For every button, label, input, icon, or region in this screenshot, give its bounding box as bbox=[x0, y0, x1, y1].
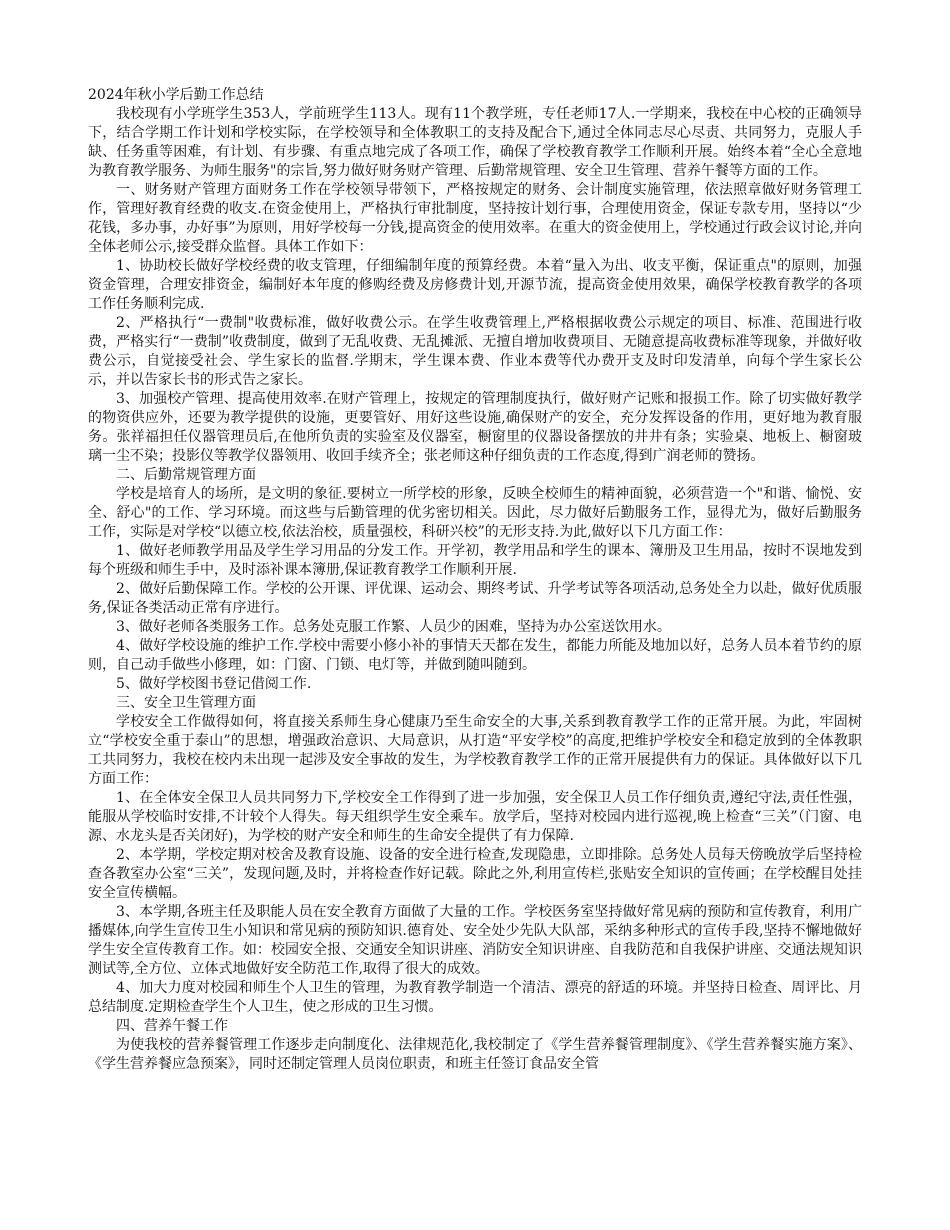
body-paragraph: 1、做好老师教学用品及学生学习用品的分发工作。开学初，教学用品和学生的课本、簿册及卫生用品，按时不误地发到每个班级和师生手中，及时添补课本簿册,保证教育教学工作顺利开展. bbox=[88, 543, 862, 578]
body-paragraph: 5、做好学校图书登记借阅工作. bbox=[116, 676, 312, 692]
document-title: 2024年秋小学后勤工作总结 bbox=[88, 87, 264, 103]
body-paragraph: 3、做好老师各类服务工作。总务处克服工作繁、人员少的困难，坚持为办公室送饮用水。 bbox=[116, 619, 671, 635]
document-body bbox=[88, 105, 862, 1074]
body-paragraph: 4、加大力度对校园和师生个人卫生的管理，为教育教学制造一个清洁、漂亮的舒适的环境。并坚持日检查、周评比、月总结制度.定期检查学生个人卫生，使之形成的卫生习惯。 bbox=[88, 980, 862, 1015]
body-paragraph: 1、在全体安全保卫人员共同努力下,学校安全工作得到了进一步加强，安全保卫人员工作仔细负责,遵纪守法,责任性强，能服从学校临时安排,不计较个人得失。每天组织学生安全乘车。放学后，坚持对校园内进行巡视,晚上检查“三关”（门窗、电源、水龙头是否关闭好)，为学校的财产安全和师生的生命安全提供了有力保障. bbox=[88, 790, 862, 844]
body-paragraph: 学校是培育人的场所，是文明的象征.要树立一所学校的形象，反映全校师生的精神面貌，必须营造一个"和谐、愉悦、安全、舒心"的工作、学习环境。而这些与后勤管理的优劣密切相关。因此，尽力做好后勤服务工作，显得尤为，做好后勤服务工作，实际是对学校“以德立校,依法治校，质量强校，科研兴校”的无形支持.为此,做好以下几方面工作： bbox=[88, 486, 862, 540]
body-paragraph: 4、做好学校设施的维护工作.学校中需要小修小补的事情天天都在发生，都能力所能及地加以好，总务人员本着节约的原则，自己动手做些小修理，如：门窗、门锁、电灯等，并做到随叫随到。 bbox=[88, 638, 862, 673]
section-heading: 三、安全卫生管理方面 bbox=[116, 695, 256, 711]
body-paragraph: 1、协助校长做好学校经费的收支管理，仔细编制年度的预算经费。本着“量入为出、收支平衡，保证重点"的原则，加强资金管理，合理安排资金，编制好本年度的修购经费及房修费计划,开源节流，提高资金使用效果，确保学校教育教学的各项工作任务顺利完成. bbox=[88, 258, 862, 312]
body-paragraph: 我校现有小学班学生353人，学前班学生113人。现有11个教学班，专任老师17人.一学期来，我校在中心校的正确领导下，结合学期工作计划和学校实际，在学校领导和全体教职工的支持及配合下,通过全体同志尽心尽责、共同努力，克服人手缺、任务重等困难，有计划、有步骤、有重点地完成了各项工作，确保了学校教育教学工作顺利开展。始终本着“全心全意地为教育教学服务、为师生服务"的宗旨,努力做好财务财产管理、后勤常规管理、安全卫生管理、营养午餐等方面的工作。 bbox=[88, 106, 862, 179]
section-heading: 四、营养午餐工作 bbox=[116, 1018, 228, 1034]
body-paragraph: 3、本学期,各班主任及职能人员在安全教育方面做了大量的工作。学校医务室坚持做好常见病的预防和宣传教育，利用广播媒体,向学生宣传卫生小知识和常见病的预防知识.德育处、安全处少先队大队部，采纳多种形式的宣传手段,坚持不懈地做好学生安全宣传教育工作。如：校园安全报、交通安全知识讲座、消防安全知识讲座、自我防范和自我保护讲座、交通法规知识测试等,全方位、立体式地做好安全防范工作,取得了很大的成效。 bbox=[88, 904, 862, 977]
body-paragraph: 3、加强校产管理、提高使用效率.在财产管理上，按规定的管理制度执行，做好财产记账和报损工作。除了切实做好教学的物资供应外，还要为教学提供的设施，更要管好、用好这些设施,确保财产的安全，充分发挥设备的作用，更好地为教育服务。张祥福担任仪器管理员后,在他所负责的实验室及仪器室，橱窗里的仪器设备摆放的井井有条；实验桌、地板上、橱窗玻璃一尘不染；投影仪等教学仪器领用、收回手续齐全；张老师这种仔细负责的工作态度,得到广润老师的赞扬。 bbox=[88, 391, 862, 464]
body-paragraph: 2、严格执行“一费制"收费标准，做好收费公示。在学生收费管理上,严格根据收费公示规定的项目、标准、范围进行收费，严格实行“一费制”收费制度，做到了无乱收费、无乱摊派、无擅自增加收费项目、无随意提高收费标准等现象，并做好收费公示，自觉接受社会、学生家长的监督.学期末，学生课本费、作业本费等代办费开支及时印发清单，向每个学生家长公示，并以告家长书的形式告之家长。 bbox=[88, 315, 862, 388]
body-paragraph: 学校安全工作做得如何，将直接关系师生身心健康乃至生命安全的大事,关系到教育教学工作的正常开展。为此，牢固树立“学校安全重于泰山”的思想，增强政治意识、大局意识，从打造“平安学校”的高度,把维护学校安全和稳定放到的全体教职工共同努力，我校在校内未出现一起涉及安全事故的发生，为学校教育教学工作的正常开展提供有力的保证。具体做好以下几方面工作： bbox=[88, 714, 862, 787]
body-paragraph: 2、本学期，学校定期对校舍及教育设施、设备的安全进行检查,发现隐患，立即排除。总务处人员每天傍晚放学后坚持检查各教室办公室“三关”，发现问题,及时，并将检查作好记载。除此之外,利用宣传栏,张贴安全知识的宣传画；在学校醒目处挂安全宣传横幅。 bbox=[88, 847, 862, 901]
body-paragraph: 2、做好后勤保障工作。学校的公开课、评优课、运动会、期终考试、升学考试等各项活动,总务处全力以赴，做好优质服务,保证各类活动正常有序进行。 bbox=[88, 581, 862, 616]
body-paragraph: 一、财务财产管理方面财务工作在学校领导带领下，严格按规定的财务、会计制度实施管理，依法照章做好财务管理工作，管理好教育经费的收支.在资金使用上，严格执行审批制度，坚持按计划行事，合理使用资金，保证专款专用，坚持以“少花钱，多办事，办好事”为原则，用好学校每一分钱,提高资金的使用效率。在重大的资金使用上，学校通过行政会议讨论,并向全体老师公示,接受群众监督。具体工作如下： bbox=[88, 182, 862, 255]
section-heading: 二、后勤常规管理方面 bbox=[116, 467, 256, 483]
body-paragraph: 为使我校的营养餐管理工作逐步走向制度化、法律规范化,我校制定了《学生营养餐管理制度》、《学生营养餐实施方案》、《学生营养餐应急预案》，同时还制定管理人员岗位职责，和班主任签订食品安全管 bbox=[88, 1037, 862, 1072]
